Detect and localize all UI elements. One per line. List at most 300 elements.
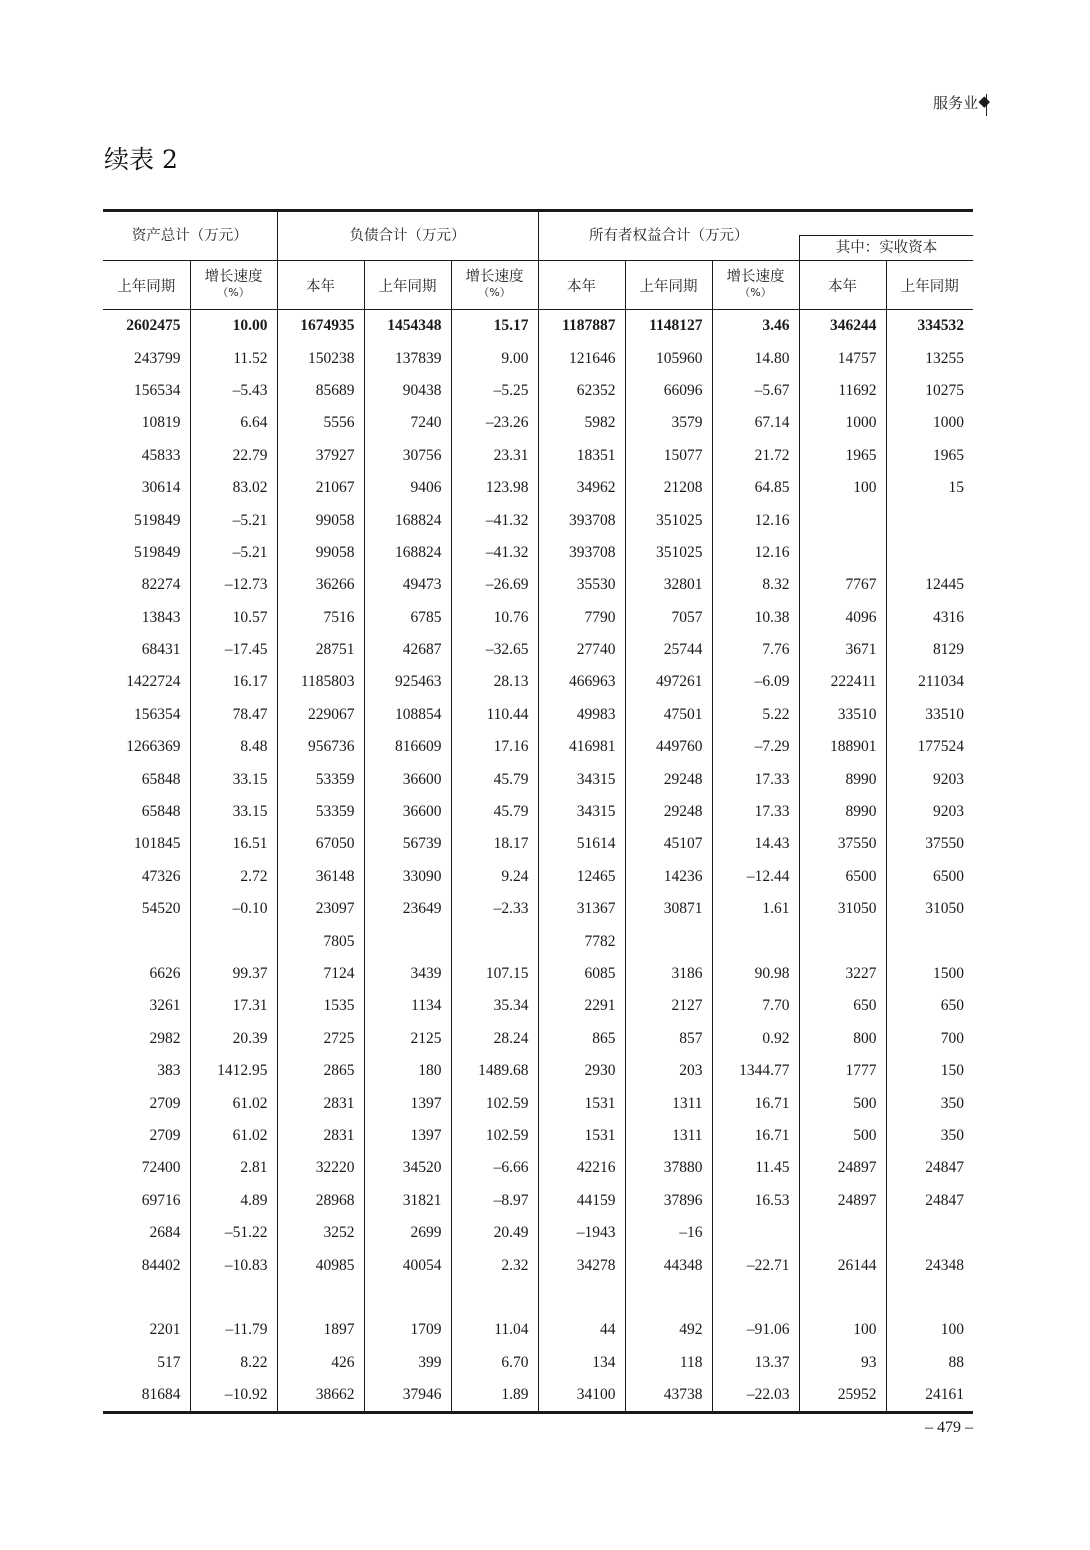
table-cell xyxy=(712,1282,799,1314)
table-cell: –5.21 xyxy=(190,504,277,536)
statistics-table xyxy=(103,209,973,1414)
table-cell: 33.15 xyxy=(190,796,277,828)
group-header-assets: 资产总计（万元） xyxy=(103,211,277,261)
table-cell: 6500 xyxy=(933,867,965,885)
table-cell: 37946 xyxy=(364,1379,451,1413)
table-cell xyxy=(712,925,799,957)
table-cell: 416981 xyxy=(538,731,625,763)
table-cell: 11.04 xyxy=(451,1314,538,1346)
table-cell: 925463 xyxy=(364,666,451,698)
table-cell: 67050 xyxy=(277,828,364,860)
table-cell: 53359 xyxy=(277,763,364,795)
table-cell: 28.13 xyxy=(451,666,538,698)
table-cell xyxy=(886,504,973,536)
table-cell: 24161 xyxy=(886,1379,973,1413)
table-cell: 1.89 xyxy=(451,1379,538,1413)
table-cell: 65848 xyxy=(103,763,190,795)
table-cell: 88 xyxy=(948,1353,965,1371)
table-cell: 9406 xyxy=(364,472,451,504)
group-header-equity: 所有者权益合计（万元） xyxy=(538,211,799,261)
table-cell: –22.71 xyxy=(712,1249,799,1281)
table-cell: 10819 xyxy=(103,407,190,439)
table-cell: 168824 xyxy=(364,537,451,569)
table-cell: 28751 xyxy=(277,634,364,666)
table-row xyxy=(103,699,973,731)
table-body xyxy=(103,310,973,1413)
table-cell: 35530 xyxy=(538,569,625,601)
table-cell: 9.24 xyxy=(451,861,538,893)
table-cell: 12.16 xyxy=(712,537,799,569)
table-cell: 9.00 xyxy=(451,342,538,374)
table-cell: 816609 xyxy=(364,731,451,763)
table-cell: 33510 xyxy=(925,705,965,723)
table-cell: 42216 xyxy=(538,1152,625,1184)
table-row xyxy=(103,1023,973,1055)
table-row xyxy=(103,828,973,860)
table-cell: 17.33 xyxy=(712,796,799,828)
table-cell: –10.92 xyxy=(190,1379,277,1413)
table-cell: 24897 xyxy=(799,1185,886,1217)
table-cell: 33090 xyxy=(364,861,451,893)
running-head: 服务业 xyxy=(932,94,978,112)
table-cell: –41.32 xyxy=(451,504,538,536)
table-cell: 105960 xyxy=(625,342,712,374)
table-cell: 34962 xyxy=(538,472,625,504)
table-cell xyxy=(190,925,277,957)
table-cell: 12445 xyxy=(925,576,965,594)
col-header: 增长速度 （%） xyxy=(190,261,277,310)
table-cell: 15 xyxy=(948,479,965,497)
table-cell: 3261 xyxy=(103,990,190,1022)
table-cell: 17.31 xyxy=(190,990,277,1022)
table-cell: 7516 xyxy=(277,602,364,634)
table-cell: 134 xyxy=(538,1347,625,1379)
table-cell: 1397 xyxy=(364,1120,451,1152)
table-cell: 8.32 xyxy=(712,569,799,601)
table-cell: 31821 xyxy=(364,1185,451,1217)
table-cell: 107.15 xyxy=(451,958,538,990)
table-cell: 47326 xyxy=(103,861,190,893)
table-cell: 15.17 xyxy=(451,310,538,343)
col-header: 上年同期 xyxy=(625,261,712,310)
table-cell: 34100 xyxy=(538,1379,625,1413)
table-cell: 17.33 xyxy=(712,763,799,795)
table-cell: 68431 xyxy=(103,634,190,666)
table-cell: 29248 xyxy=(625,763,712,795)
table-cell: 865 xyxy=(538,1023,625,1055)
table-cell: 492 xyxy=(625,1314,712,1346)
table-cell: 2201 xyxy=(103,1314,190,1346)
table-cell: 100 xyxy=(799,472,886,504)
table-cell: 351025 xyxy=(625,537,712,569)
table-cell: 1000 xyxy=(799,407,886,439)
table-cell: 243799 xyxy=(103,342,190,374)
table-cell: 108854 xyxy=(364,699,451,731)
table-cell xyxy=(103,1282,190,1314)
table-cell: 1965 xyxy=(933,446,965,464)
table-cell: 34278 xyxy=(538,1249,625,1281)
page-number: – 479 – xyxy=(925,1419,973,1436)
table-cell: 2725 xyxy=(277,1023,364,1055)
table-cell: 7057 xyxy=(625,602,712,634)
table-row xyxy=(103,1282,973,1314)
table-cell: 8990 xyxy=(799,763,886,795)
table-cell: 37896 xyxy=(625,1185,712,1217)
diamond-icon: ◆ xyxy=(978,92,990,110)
table-cell: 3227 xyxy=(799,958,886,990)
table-cell: 2709 xyxy=(103,1120,190,1152)
table-cell: 33510 xyxy=(799,699,886,731)
table-cell: 47501 xyxy=(625,699,712,731)
table-cell: 34315 xyxy=(538,763,625,795)
col-header: 上年同期 xyxy=(886,261,973,310)
table-cell: 37927 xyxy=(277,440,364,472)
table-cell: 16.17 xyxy=(190,666,277,698)
table-cell: –23.26 xyxy=(451,407,538,439)
table-cell: 45833 xyxy=(103,440,190,472)
table-cell: –17.45 xyxy=(190,634,277,666)
table-cell: 426 xyxy=(277,1347,364,1379)
table-cell: 13843 xyxy=(103,602,190,634)
table-cell: 31050 xyxy=(799,893,886,925)
table-row xyxy=(103,440,973,472)
table-cell: 1311 xyxy=(625,1120,712,1152)
table-cell: 1454348 xyxy=(364,310,451,343)
table-row xyxy=(103,1217,973,1249)
table-cell: 20.39 xyxy=(190,1023,277,1055)
table-cell: 2127 xyxy=(625,990,712,1022)
table-cell: 61.02 xyxy=(190,1120,277,1152)
table-cell: –12.44 xyxy=(712,861,799,893)
table-row xyxy=(103,666,973,698)
table-cell: 53359 xyxy=(277,796,364,828)
table-row xyxy=(103,1055,973,1087)
table-cell: 82274 xyxy=(103,569,190,601)
table-cell: 10275 xyxy=(925,381,965,399)
table-cell: 34520 xyxy=(364,1152,451,1184)
table-cell: 2602475 xyxy=(103,310,190,343)
table-cell: 2930 xyxy=(538,1055,625,1087)
table-cell: 24897 xyxy=(799,1152,886,1184)
table-row xyxy=(103,375,973,407)
table-cell: 650 xyxy=(799,990,886,1022)
table-row xyxy=(103,1347,973,1379)
table-cell xyxy=(451,925,538,957)
table-cell: –7.29 xyxy=(712,731,799,763)
table-cell: –5.25 xyxy=(451,375,538,407)
table-cell: 3252 xyxy=(277,1217,364,1249)
table-cell: 500 xyxy=(799,1120,886,1152)
page-title: 续表 2 xyxy=(104,145,178,174)
table-cell: –5.43 xyxy=(190,375,277,407)
table-cell: 517 xyxy=(103,1347,190,1379)
table-cell: 85689 xyxy=(277,375,364,407)
table-cell xyxy=(799,925,886,957)
table-cell: 1500 xyxy=(933,965,965,982)
table-cell: 2831 xyxy=(277,1120,364,1152)
table-cell: 6500 xyxy=(799,861,886,893)
table-cell: –16 xyxy=(625,1217,712,1249)
table-cell: 72400 xyxy=(103,1152,190,1184)
col-header: 本年 xyxy=(538,261,625,310)
table-cell: 10.57 xyxy=(190,602,277,634)
table-cell: 6785 xyxy=(364,602,451,634)
table-cell xyxy=(886,1217,973,1249)
col-header: 本年 xyxy=(277,261,364,310)
table-row xyxy=(103,504,973,536)
table-cell: 2865 xyxy=(277,1055,364,1087)
table-cell: 45107 xyxy=(625,828,712,860)
table-cell: 32801 xyxy=(625,569,712,601)
table-cell xyxy=(712,1217,799,1249)
table-cell: 2982 xyxy=(103,1023,190,1055)
table-cell: 1397 xyxy=(364,1087,451,1119)
table-cell: 393708 xyxy=(538,537,625,569)
table-cell xyxy=(538,1282,625,1314)
table-cell: –91.06 xyxy=(712,1314,799,1346)
table-cell: 90.98 xyxy=(712,958,799,990)
table-row xyxy=(103,893,973,925)
table-cell: 93 xyxy=(799,1347,886,1379)
table-cell xyxy=(190,1282,277,1314)
table-cell: 1422724 xyxy=(103,666,190,698)
table-cell: 2.32 xyxy=(451,1249,538,1281)
table-cell: 156354 xyxy=(103,699,190,731)
table-cell: 17.16 xyxy=(451,731,538,763)
table-cell: –22.03 xyxy=(712,1379,799,1413)
table-cell: 9203 xyxy=(933,770,965,788)
table-cell: 67.14 xyxy=(712,407,799,439)
table-row xyxy=(103,537,973,569)
table-row xyxy=(103,1249,973,1281)
table-cell: –2.33 xyxy=(451,893,538,925)
table-cell: 13255 xyxy=(925,349,965,367)
table-cell: 2125 xyxy=(364,1023,451,1055)
table-cell: 497261 xyxy=(625,666,712,698)
table-cell: 466963 xyxy=(538,666,625,698)
table-cell: 24348 xyxy=(925,1256,965,1274)
table-cell xyxy=(103,925,190,957)
table-cell: 44 xyxy=(538,1314,625,1346)
table-cell: 6626 xyxy=(103,958,190,990)
table-row xyxy=(103,342,973,374)
table-cell xyxy=(277,1282,364,1314)
table-cell xyxy=(799,504,886,536)
table-cell: 15077 xyxy=(625,440,712,472)
table-row xyxy=(103,731,973,763)
table-row xyxy=(103,925,973,957)
table-cell: 6.64 xyxy=(190,407,277,439)
table-cell: 1266369 xyxy=(103,731,190,763)
table-cell: 1185803 xyxy=(277,666,364,698)
table-cell: 1535 xyxy=(277,990,364,1022)
table-row xyxy=(103,634,973,666)
table-cell: 25952 xyxy=(799,1379,886,1413)
col-header: 增长速度 （%） xyxy=(451,261,538,310)
table-cell: 7767 xyxy=(799,569,886,601)
table-cell: 18351 xyxy=(538,440,625,472)
table-cell: 21.72 xyxy=(712,440,799,472)
table-cell: 5982 xyxy=(538,407,625,439)
table-cell: 150 xyxy=(940,1062,965,1080)
table-cell: 7782 xyxy=(538,925,625,957)
table-cell: 69716 xyxy=(103,1185,190,1217)
table-cell: 519849 xyxy=(103,537,190,569)
table-cell: 99058 xyxy=(277,537,364,569)
table-cell: –6.66 xyxy=(451,1152,538,1184)
table-cell: 12465 xyxy=(538,861,625,893)
table-cell: 12.16 xyxy=(712,504,799,536)
table-row xyxy=(103,1185,973,1217)
table-cell: 2831 xyxy=(277,1087,364,1119)
table-cell: 222411 xyxy=(799,666,886,698)
table-row xyxy=(103,569,973,601)
table-cell: 4096 xyxy=(799,602,886,634)
col-header: 增长速度 （%） xyxy=(712,261,799,310)
table-cell xyxy=(364,925,451,957)
table-cell: 449760 xyxy=(625,731,712,763)
table-cell: –0.10 xyxy=(190,893,277,925)
table-cell: 3186 xyxy=(625,958,712,990)
table-cell: 35.34 xyxy=(451,990,538,1022)
table-cell: –32.65 xyxy=(451,634,538,666)
table-cell: 33.15 xyxy=(190,763,277,795)
table-cell xyxy=(451,1282,538,1314)
table-cell: 16.71 xyxy=(712,1087,799,1119)
table-cell: 11692 xyxy=(799,375,886,407)
table-cell: –12.73 xyxy=(190,569,277,601)
table-cell: 34315 xyxy=(538,796,625,828)
table-cell: 8990 xyxy=(799,796,886,828)
table-cell: 10.38 xyxy=(712,602,799,634)
table-cell xyxy=(799,537,886,569)
table-cell: 229067 xyxy=(277,699,364,731)
table-cell: –6.09 xyxy=(712,666,799,698)
statistics-table-wrapper xyxy=(103,209,973,1414)
table-cell: 1344.77 xyxy=(712,1055,799,1087)
table-cell: 700 xyxy=(940,1029,965,1047)
table-cell: 6.70 xyxy=(451,1347,538,1379)
table-cell: 100 xyxy=(940,1321,965,1339)
table-cell: 2291 xyxy=(538,990,625,1022)
table-cell: 1531 xyxy=(538,1120,625,1152)
table-cell: 31367 xyxy=(538,893,625,925)
table-cell: 99.37 xyxy=(190,958,277,990)
table-cell xyxy=(625,1282,712,1314)
table-cell: 102.59 xyxy=(451,1087,538,1119)
table-cell: 177524 xyxy=(917,738,965,756)
table-cell: 27740 xyxy=(538,634,625,666)
table-cell: –1943 xyxy=(538,1217,625,1249)
table-cell: 30614 xyxy=(103,472,190,504)
table-cell: 5.22 xyxy=(712,699,799,731)
table-row xyxy=(103,990,973,1022)
table-cell xyxy=(799,1217,886,1249)
table-cell: 65848 xyxy=(103,796,190,828)
table-cell: 1897 xyxy=(277,1314,364,1346)
table-cell: 40985 xyxy=(277,1249,364,1281)
table-cell: 1674935 xyxy=(277,310,364,343)
table-cell: 20.49 xyxy=(451,1217,538,1249)
table-cell: 18.17 xyxy=(451,828,538,860)
table-row xyxy=(103,861,973,893)
table-cell: 3579 xyxy=(625,407,712,439)
table-cell: 101845 xyxy=(103,828,190,860)
table-cell: 30756 xyxy=(364,440,451,472)
table-cell: 650 xyxy=(940,997,965,1015)
table-cell: 123.98 xyxy=(451,472,538,504)
table-cell: 14.80 xyxy=(712,342,799,374)
table-cell: 3439 xyxy=(364,958,451,990)
table-cell: 156534 xyxy=(103,375,190,407)
table-cell: 45.79 xyxy=(451,796,538,828)
table-cell: 10.00 xyxy=(190,310,277,343)
table-cell xyxy=(364,1282,451,1314)
table-cell: 44159 xyxy=(538,1185,625,1217)
table-cell: 26144 xyxy=(799,1249,886,1281)
table-cell: 36148 xyxy=(277,861,364,893)
table-row xyxy=(103,310,973,343)
table-cell: 1311 xyxy=(625,1087,712,1119)
table-cell: 203 xyxy=(625,1055,712,1087)
table-cell: 21208 xyxy=(625,472,712,504)
table-cell: 3671 xyxy=(799,634,886,666)
table-cell: 7240 xyxy=(364,407,451,439)
table-cell: 118 xyxy=(625,1347,712,1379)
table-cell: 399 xyxy=(364,1347,451,1379)
table-cell xyxy=(886,537,973,569)
table-cell: 2684 xyxy=(103,1217,190,1249)
table-cell: –26.69 xyxy=(451,569,538,601)
table-row xyxy=(103,407,973,439)
table-cell: 43738 xyxy=(625,1379,712,1413)
table-cell: 1709 xyxy=(364,1314,451,1346)
table-cell: 44348 xyxy=(625,1249,712,1281)
table-cell: 4.89 xyxy=(190,1185,277,1217)
table-row xyxy=(103,796,973,828)
table-cell: –5.21 xyxy=(190,537,277,569)
table-cell xyxy=(886,1282,973,1314)
table-cell: 38662 xyxy=(277,1379,364,1413)
table-cell: 350 xyxy=(940,1094,965,1112)
table-row xyxy=(103,602,973,634)
table-cell: 28968 xyxy=(277,1185,364,1217)
table-cell: 40054 xyxy=(364,1249,451,1281)
table-cell xyxy=(886,925,973,957)
table-cell: 2699 xyxy=(364,1217,451,1249)
table-cell: 1531 xyxy=(538,1087,625,1119)
col-header: 上年同期 xyxy=(103,261,190,310)
table-cell: 334532 xyxy=(886,310,973,343)
table-cell: 1148127 xyxy=(625,310,712,343)
table-cell: 2.72 xyxy=(190,861,277,893)
table-cell: 1777 xyxy=(799,1055,886,1087)
table-cell: 2.81 xyxy=(190,1152,277,1184)
table-cell: 211034 xyxy=(918,673,965,691)
table-cell: 102.59 xyxy=(451,1120,538,1152)
table-cell: 66096 xyxy=(625,375,712,407)
table-cell: 7124 xyxy=(277,958,364,990)
table-cell: 121646 xyxy=(538,342,625,374)
table-cell: 45.79 xyxy=(451,763,538,795)
table-cell: 7.70 xyxy=(712,990,799,1022)
table-cell: 25744 xyxy=(625,634,712,666)
table-cell: 500 xyxy=(799,1087,886,1119)
table-cell: 1000 xyxy=(933,414,965,432)
table-cell: 7790 xyxy=(538,602,625,634)
table-cell: 8.22 xyxy=(190,1347,277,1379)
table-row xyxy=(103,958,973,990)
